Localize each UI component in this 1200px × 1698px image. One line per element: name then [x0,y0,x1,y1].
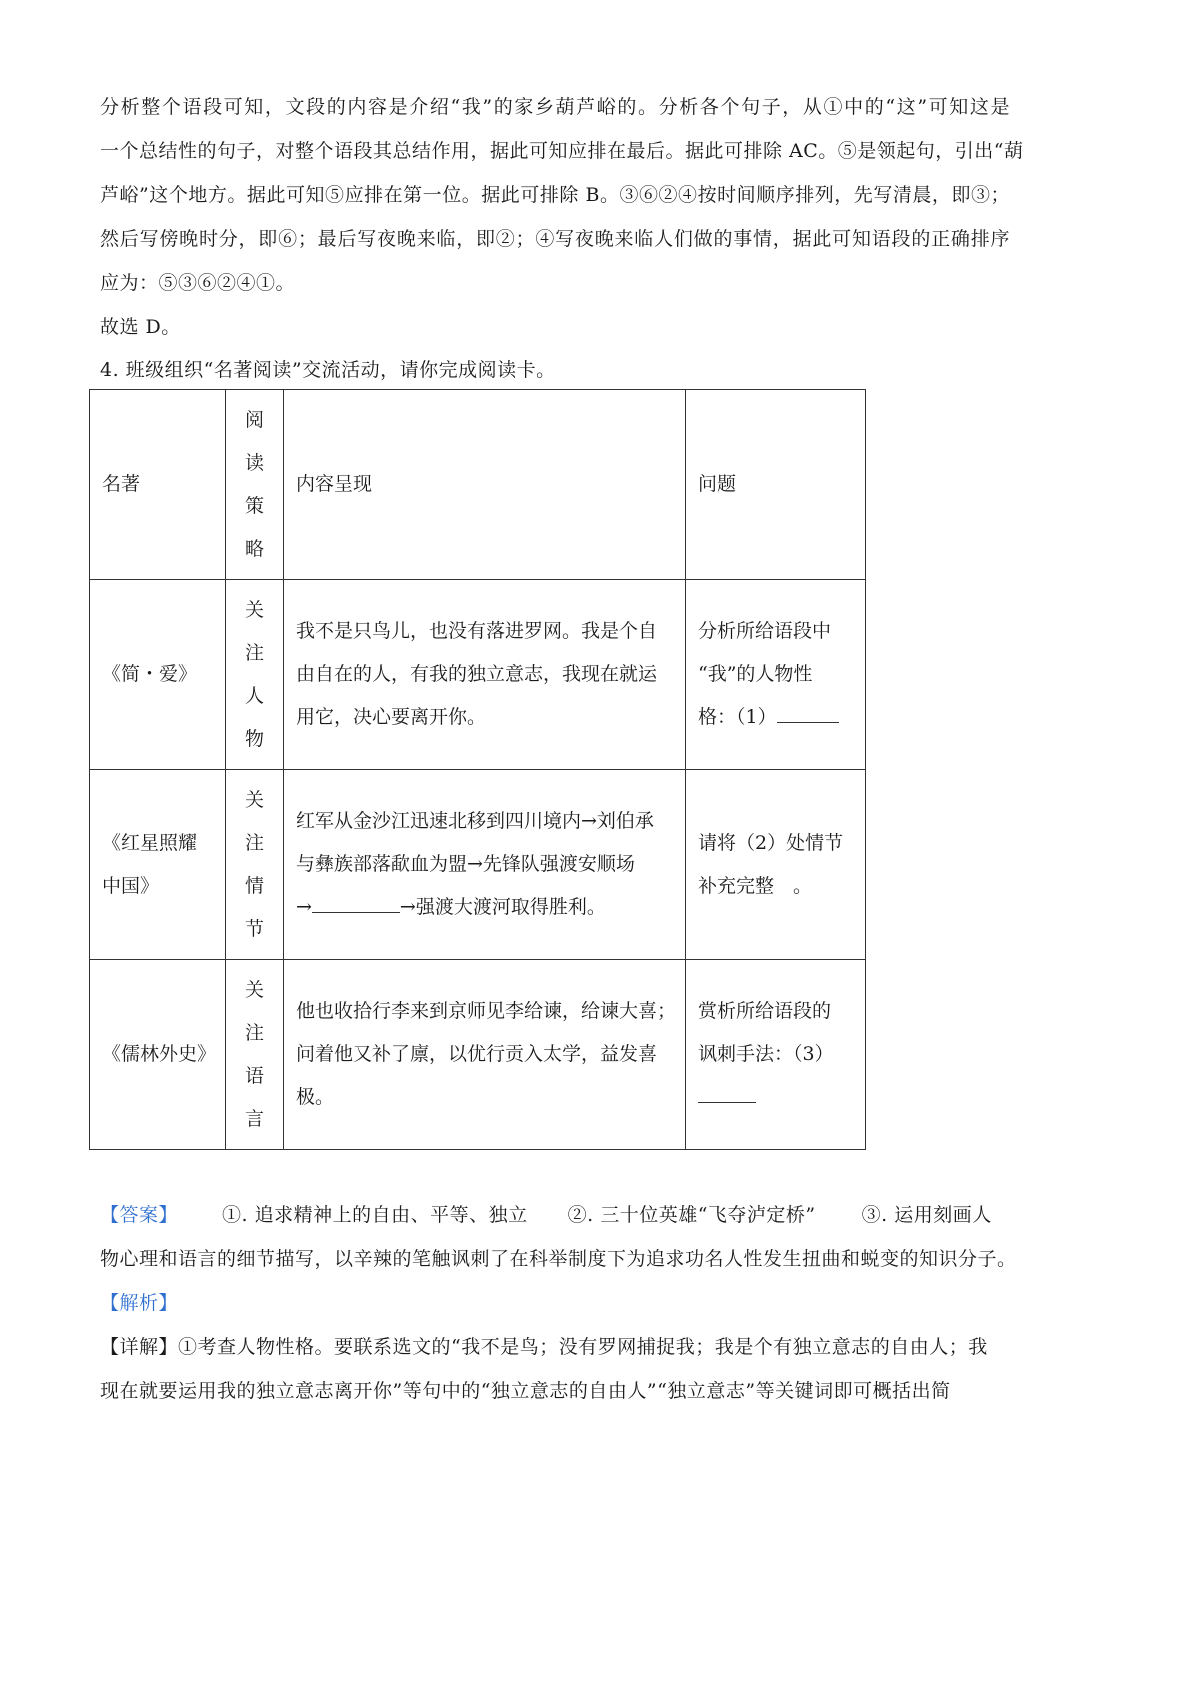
answer-line [100,1202,992,1228]
analysis-line: 应为：⑤③⑥②④①。 [100,272,296,294]
book-cell: 《简・爱》 [90,580,226,770]
answer-blank-1[interactable] [777,702,839,723]
answer-item-3: ③. 运用刻画人 [861,1204,992,1226]
book-cell: 《儒林外史》 [90,960,226,1150]
header-book: 名著 [90,390,226,580]
analysis-tag: 【解析】 [100,1292,179,1314]
header-strategy: 阅 读 策 略 [226,390,284,580]
content-cell: 他也收拾行李来到京师见李给谏，给谏大喜； 问着他又补了廪，以优行贡入太学，益发喜 极。 [284,960,686,1150]
detail-line: 【详解】①考查人物性格。要联系选文的“我不是鸟；没有罗网捕捉我；我是个有独立意志的自由人；我 [100,1336,988,1358]
question-cell: 赏析所给语段的 讽刺手法：（3） [686,960,866,1150]
question-cell: 分析所给语段中 “我”的人物性 格：（1） [686,580,866,770]
question-line: 4. 班级组织“名著阅读”交流活动，请你完成阅读卡。 [100,359,556,381]
answer-blank-3[interactable] [698,1082,756,1103]
book-cell: 《红星照耀 中国》 [90,770,226,960]
detail-line: 现在就要运用我的独立意志离开你”等句中的“独立意志的自由人”“独立意志”等关键词即可概括出简 [100,1380,951,1402]
analysis-line: 然后写傍晚时分，即⑥；最后写夜晚来临，即②；④写夜晚来临人们做的事情，据此可知语段的正确排序 [100,228,1010,250]
content-cell: 红军从金沙江迅速北移到四川境内→刘伯承 与彝族部落歃血为盟→先锋队强渡安顺场 → →强渡大渡河取得胜利。 [284,770,686,960]
strategy-cell: 关 注 情 节 [226,770,284,960]
analysis-line: 芦峪”这个地方。据此可知⑤应排在第一位。据此可排除 B。③⑥②④按时间顺序排列，先写清晨，即③； [100,184,1010,206]
table-row [90,960,866,1150]
strategy-cell: 关 注 人 物 [226,580,284,770]
header-question: 问题 [686,390,866,580]
question-cell: 请将（2）处情节 补充完整 。 [686,770,866,960]
reading-card-table [89,389,866,1150]
analysis-line: 一个总结性的句子，对整个语段其总结作用，据此可知应排在最后。据此可排除 AC。⑤是领起句，引出“葫 [100,140,1024,162]
strategy-cell: 关 注 语 言 [226,960,284,1150]
choice-line: 故选 D。 [100,316,181,338]
answer-item-2: ②. 三十位英雄“飞夺泸定桥” [567,1204,816,1226]
answer-continuation: 物心理和语言的细节描写，以辛辣的笔触讽刺了在科举制度下为追求功名人性发生扭曲和蜕变的知识分子。 [100,1248,1017,1270]
table-row [90,580,866,770]
answer-tag: 【答案】 [100,1204,179,1226]
analysis-line: 分析整个语段可知，文段的内容是介绍“我”的家乡葫芦峪的。分析各个句子，从①中的“这”可知这是 [100,96,1010,118]
table-header-row [90,390,866,580]
answer-blank-2[interactable] [312,892,400,913]
header-content: 内容呈现 [284,390,686,580]
content-cell: 我不是只鸟儿，也没有落进罗网。我是个自 由自在的人，有我的独立意志，我现在就运 用它，决心要离开你。 [284,580,686,770]
answer-item-1: ①. 追求精神上的自由、平等、独立 [222,1204,528,1226]
table-row [90,770,866,960]
detail-tag: 【详解】 [100,1336,179,1358]
